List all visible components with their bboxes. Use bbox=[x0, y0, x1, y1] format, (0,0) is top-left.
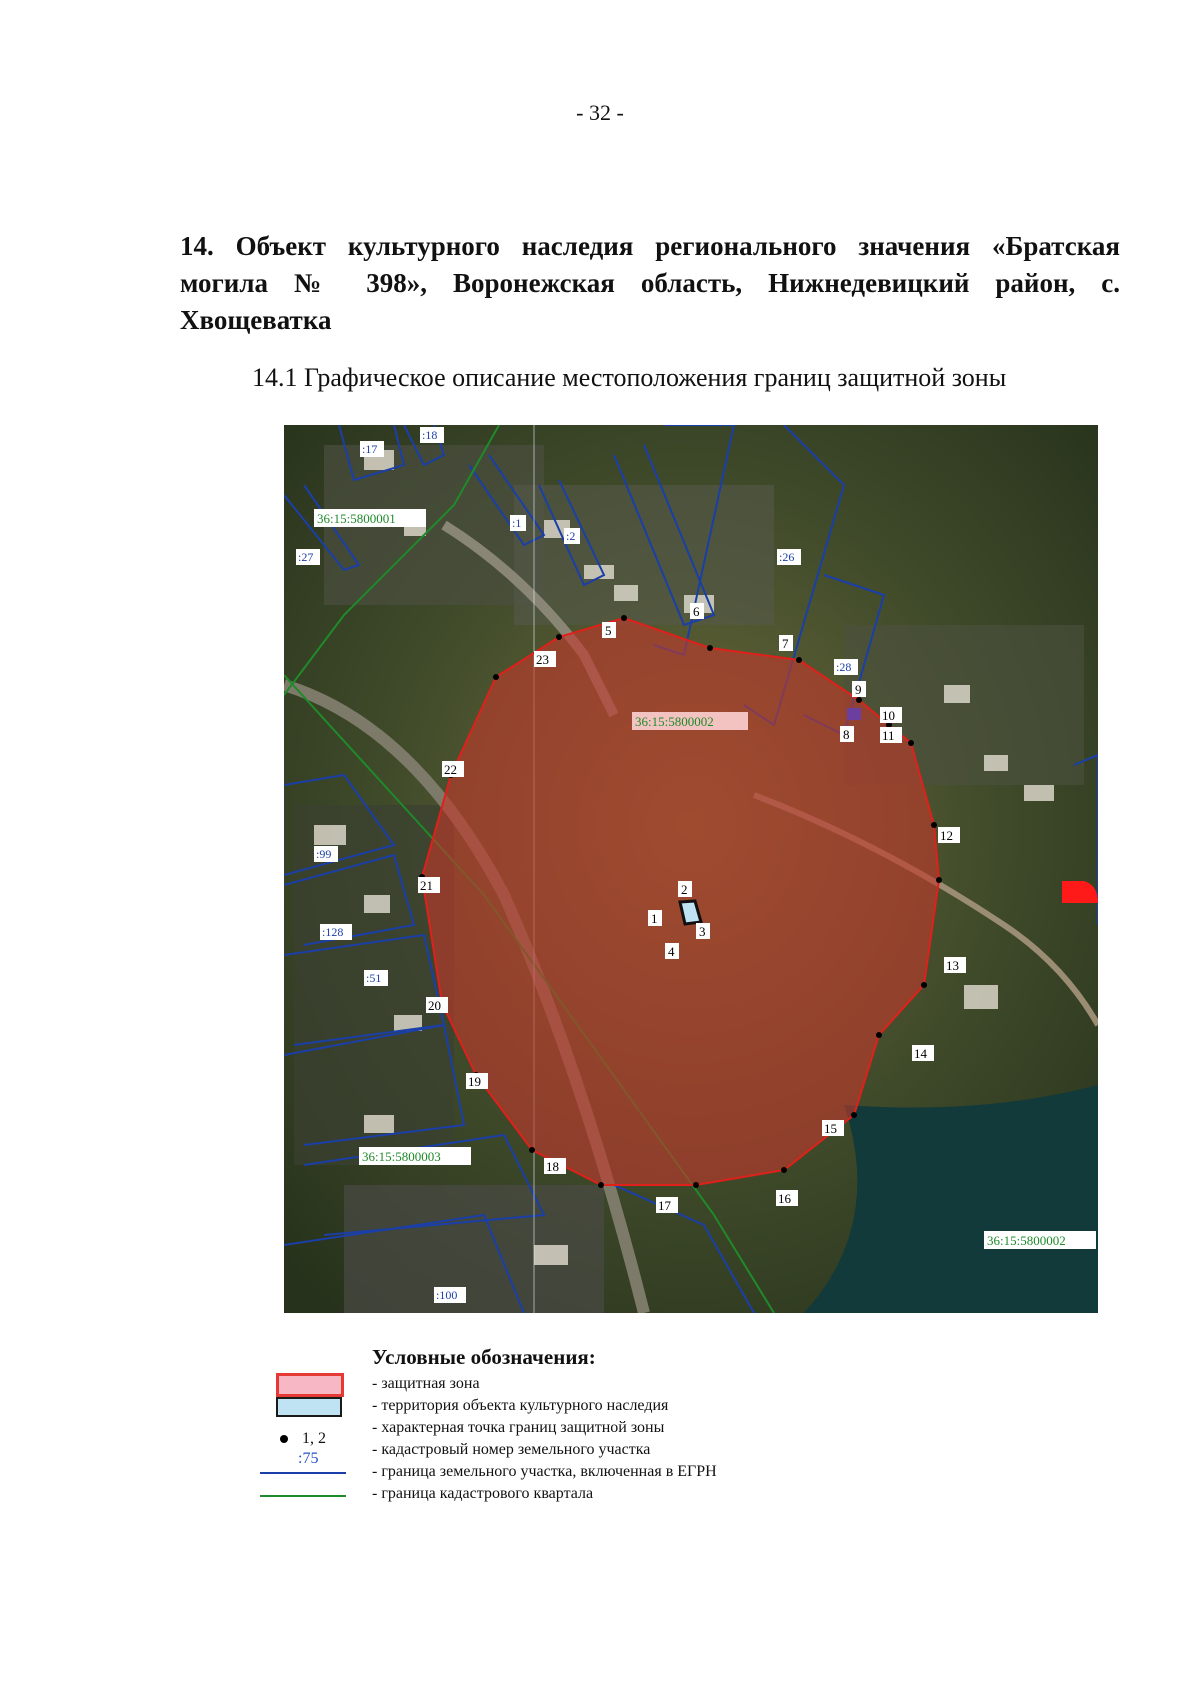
legend-cadastral-sample: :75 bbox=[298, 1450, 319, 1467]
point-label: 11 bbox=[882, 728, 895, 743]
parcel-label: :28 bbox=[836, 660, 852, 674]
point-label: 13 bbox=[946, 958, 959, 973]
point-label: 23 bbox=[536, 652, 549, 667]
point-label: 3 bbox=[699, 924, 706, 939]
legend-quarter-line-symbol bbox=[260, 1495, 346, 1497]
parcel-label: :17 bbox=[362, 442, 378, 456]
point-dot-icon bbox=[280, 1435, 288, 1443]
point-label: 20 bbox=[428, 998, 441, 1013]
point-label: 6 bbox=[693, 604, 700, 619]
parcel-marker bbox=[847, 708, 861, 720]
parcel-label: :51 bbox=[366, 971, 382, 985]
point-label: 2 bbox=[681, 882, 688, 897]
legend-territory-symbol bbox=[276, 1397, 342, 1417]
legend-item-zone: - защитная зона bbox=[372, 1375, 480, 1392]
legend-zone-symbol bbox=[276, 1373, 344, 1397]
legend-item-quarter-line: - граница кадастрового квартала bbox=[372, 1485, 594, 1502]
point-label: 17 bbox=[658, 1198, 671, 1213]
point-label: 12 bbox=[940, 828, 953, 843]
legend-item-territory: - территория объекта культурного наследия bbox=[372, 1397, 669, 1414]
village-area bbox=[514, 485, 774, 625]
section-heading: 14. Объект культурного наследия регионального значения «Братская могила № 398», Воронежская область, Нижнедевицкий район, с. Хвощеватка bbox=[180, 231, 1120, 335]
quarter-label: 36:15:5800003 bbox=[362, 1149, 441, 1164]
page-number: - 32 - bbox=[576, 100, 624, 125]
point-label: 4 bbox=[668, 944, 675, 959]
point-label: 22 bbox=[444, 762, 457, 777]
point-label: 18 bbox=[546, 1159, 559, 1174]
point-label: 5 bbox=[605, 623, 612, 638]
point-label: 9 bbox=[855, 682, 862, 697]
legend-item-point: - характерная точка границ защитной зоны bbox=[372, 1419, 665, 1436]
map-canvas bbox=[284, 425, 1098, 1313]
quarter-label: 36:15:5800002 bbox=[635, 714, 714, 729]
parcel-label: :1 bbox=[512, 516, 522, 530]
point-label: 15 bbox=[824, 1121, 837, 1136]
point-label: 10 bbox=[882, 708, 895, 723]
legend-item-parcel-line: - граница земельного участка, включенная в ЕГРН bbox=[372, 1463, 717, 1480]
legend-item-cadastral: - кадастровый номер земельного участка bbox=[372, 1441, 651, 1458]
parcel-label: :18 bbox=[422, 428, 438, 442]
point-label: 7 bbox=[782, 636, 789, 651]
point-label: 21 bbox=[420, 878, 433, 893]
parcel-label: :2 bbox=[566, 529, 576, 543]
subsection-heading: 14.1 Графическое описание местоположения границ защитной зоны bbox=[252, 363, 1007, 392]
parcel-label: :26 bbox=[779, 550, 795, 564]
legend-parcel-line-symbol bbox=[260, 1472, 346, 1474]
point-label: 14 bbox=[914, 1046, 927, 1061]
satellite-map bbox=[284, 425, 1098, 1313]
legend-point-sample: 1, 2 bbox=[302, 1430, 326, 1447]
point-label: 1 bbox=[651, 911, 658, 926]
legend-point-symbol bbox=[280, 1430, 326, 1448]
parcel-label: :99 bbox=[316, 847, 332, 861]
legend-title: Условные обозначения: bbox=[372, 1345, 596, 1369]
parcel-label: :27 bbox=[298, 550, 314, 564]
point-label: 16 bbox=[778, 1191, 791, 1206]
quarter-label: 36:15:5800002 bbox=[987, 1233, 1066, 1248]
parcel-label: :128 bbox=[322, 925, 344, 939]
point-label: 8 bbox=[843, 727, 850, 742]
parcel-label: :100 bbox=[436, 1288, 458, 1302]
quarter-label: 36:15:5800001 bbox=[317, 511, 396, 526]
point-label: 19 bbox=[468, 1074, 481, 1089]
